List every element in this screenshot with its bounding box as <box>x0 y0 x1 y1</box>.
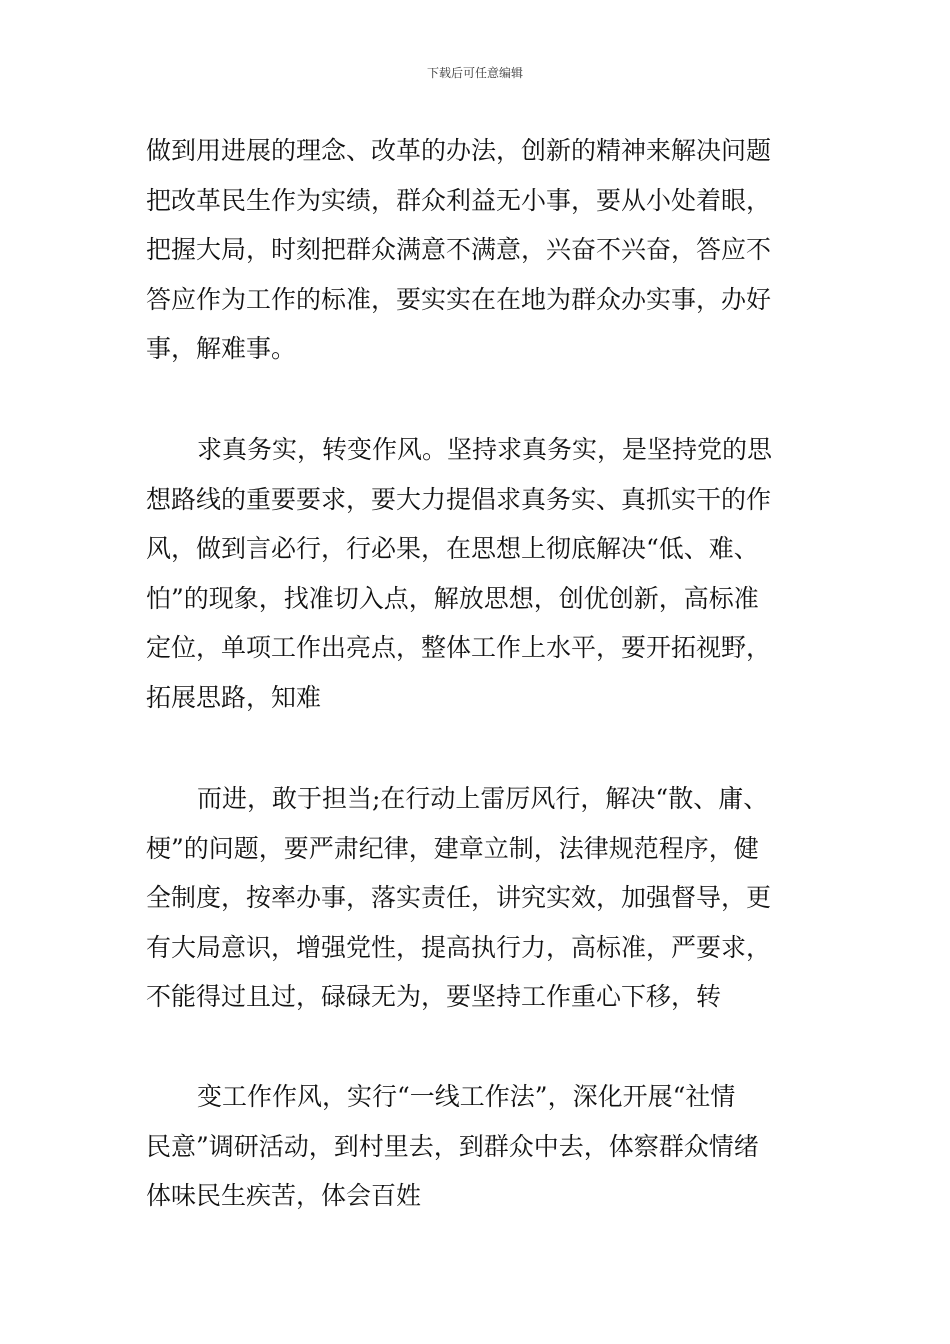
text-line: 定位，单项工作出亮点，整体工作上水平，要开拓视野， <box>146 633 772 662</box>
text-line: 体味民生疾苦，体会百姓 <box>146 1181 422 1210</box>
text-line: 不能得过且过，碌碌无为，要坚持工作重心下移，转 <box>146 982 722 1011</box>
text-line: 怕”的现象，找准切入点，解放思想，创优创新，高标准 <box>146 583 759 613</box>
paragraph-1 <box>146 126 814 374</box>
text-line: 求真务实，转变作风。坚持求真务实，是坚持党的思 <box>197 435 773 464</box>
text-line: 梗”的问题，要严肃纪律，建章立制，法律规范程序，健 <box>146 833 759 863</box>
text-line: 做到用进展的理念、改革的办法，创新的精神来解决问题 <box>146 136 772 165</box>
text-line: 民意”调研活动，到村里去，到群众中去，体察群众情绪 <box>146 1131 759 1161</box>
text-line: 事，解难事。 <box>146 334 297 363</box>
text-line: 而进，敢于担当;在行动上雷厉风行，解决“散、庸、 <box>197 784 769 813</box>
text-line: 有大局意识，增强党性，提高执行力，高标准，严要求， <box>146 932 772 962</box>
text-line: 把改革民生作为实绩，群众利益无小事，要从小处着眼， <box>146 185 772 215</box>
paragraph-2 <box>146 425 814 722</box>
paragraph-4 <box>146 1072 814 1221</box>
text-line: 把握大局，时刻把群众满意不满意，兴奋不兴奋，答应不 <box>146 235 772 264</box>
text-line: 答应作为工作的标准，要实实在在地为群众办实事，办好 <box>146 284 772 314</box>
text-line: 风，做到言必行，行必果，在思想上彻底解决“低、难、 <box>146 534 759 563</box>
text-line: 变工作作风，实行“一线工作法”，深化开展“社情 <box>197 1082 736 1111</box>
text-line: 想路线的重要要求，要大力提倡求真务实、真抓实干的作 <box>146 484 772 514</box>
paragraph-3 <box>146 774 814 1022</box>
text-line: 全制度，按率办事，落实责任，讲究实效，加强督导，更 <box>146 883 772 912</box>
page-header: 下载后可任意编辑 <box>426 66 523 80</box>
text-line: 拓展思路，知难 <box>146 682 322 712</box>
